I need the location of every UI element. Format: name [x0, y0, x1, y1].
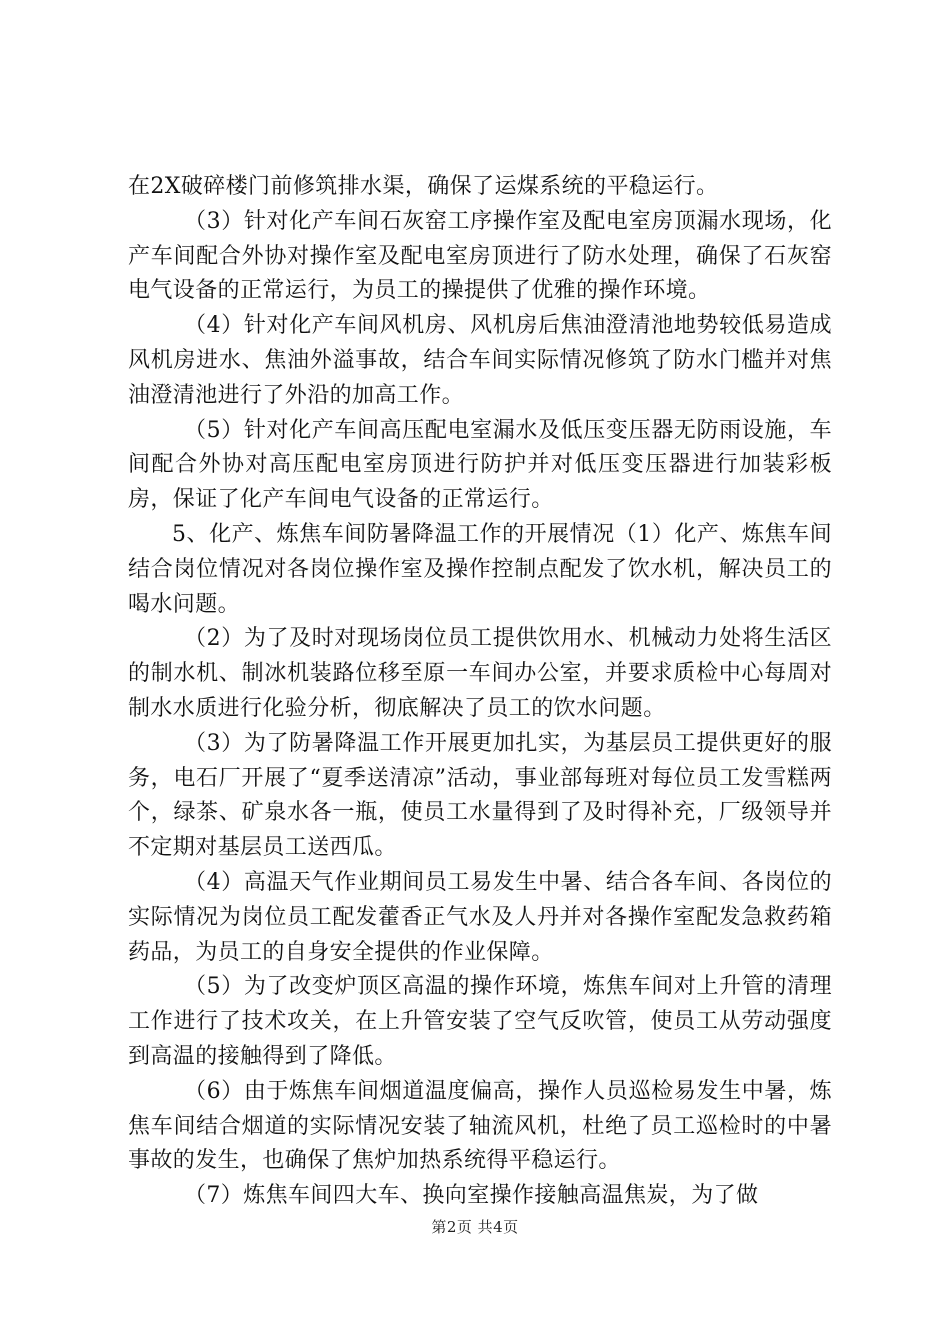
paragraph-item-2: （2）为了及时对现场岗位员工提供饮用水、机械动力处将生活区的制水机、制冰机装路位移至原一车间办公室，并要求质检中心每周对制水水质进行化验分析，彻底解决了员工的饮水问题。 — [128, 626, 832, 721]
paragraph-item-6: （6）由于炼焦车间烟道温度偏高，操作人员巡检易发生中暑，炼焦车间结合烟道的实际情况安装了轴流风机，杜绝了员工巡检时的中暑事故的发生，也确保了焦炉加热系统得平稳运行。 — [128, 1078, 832, 1174]
paragraph-item-4b: （4）高温天气作业期间员工易发生中暑、结合各车间、各岗位的实际情况为岗位员工配发藿香正气水及人丹并对各操作室配发急救药箱药品，为员工的自身安全提供的作业保障。 — [128, 869, 832, 965]
document-body — [128, 170, 832, 1214]
paragraph-item-3b: （3）为了防暑降温工作开展更加扎实，为基层员工提供更好的服务，电石厂开展了“夏季送清凉”活动，事业部每班对每位员工发雪糕两个，绿茶、矿泉水各一瓶，使员工水量得到了及时得补充，厂级领导并不定期对基层员工送西瓜。 — [128, 730, 832, 861]
paragraph-item-5b: （5）为了改变炉顶区高温的操作环境，炼焦车间对上升管的清理工作进行了技术攻关，在上升管安装了空气反吹管，使员工从劳动强度到高温的接触得到了降低。 — [128, 974, 832, 1069]
paragraph-continuation: 在2X破碎楼门前修筑排水渠，确保了运煤系统的平稳运行。 — [128, 174, 719, 199]
paragraph-section-5: 5、化产、炼焦车间防暑降温工作的开展情况（1）化产、炼焦车间结合岗位情况对各岗位操作室及操作控制点配发了饮水机，解决员工的喝水问题。 — [128, 521, 832, 617]
paragraph-item-7: （7）炼焦车间四大车、换向室操作接触高温焦炭，为了做 — [184, 1183, 759, 1209]
paragraph-item-5: （5）针对化产车间高压配电室漏水及低压变压器无防雨设施，车间配合外协对高压配电室房顶进行防护并对低压变压器进行加装彩板房，保证了化产车间电气设备的正常运行。 — [128, 417, 832, 513]
page-number-footer: 第2页 共4页 — [431, 1218, 519, 1236]
paragraph-item-4: （4）针对化产车间风机房、风机房后焦油澄清池地势较低易造成风机房进水、焦油外溢事故，结合车间实际情况修筑了防水门槛并对焦油澄清池进行了外沿的加高工作。 — [128, 313, 832, 408]
paragraph-item-3: （3）针对化产车间石灰窑工序操作室及配电室房顶漏水现场，化产车间配合外协对操作室及配电室房顶进行了防水处理，确保了石灰窑电气设备的正常运行，为员工的操提供了优雅的操作环境。 — [128, 208, 832, 304]
